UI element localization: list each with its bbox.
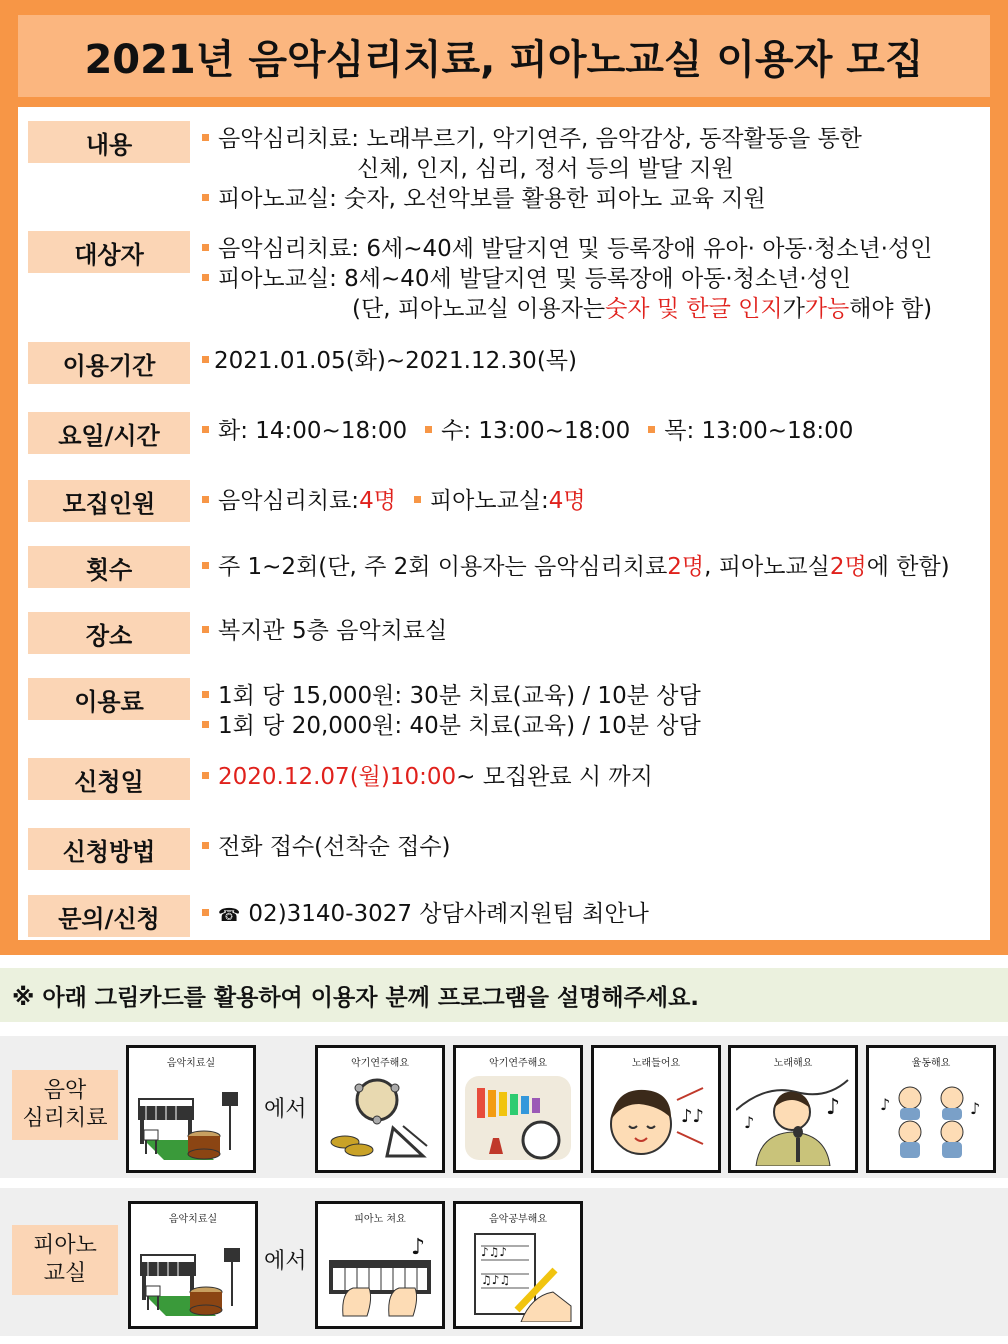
card-instrument-1: 악기연주해요 [315, 1045, 445, 1173]
svg-text:♪: ♪ [880, 1095, 891, 1114]
svg-text:♪♫♪: ♪♫♪ [481, 1245, 508, 1259]
label-method: 신청방법 [28, 828, 190, 870]
card-play-piano: 피아노 쳐요 ♪ [315, 1201, 445, 1329]
row-recruit: 모집인원 음악심리치료: 4명 피아노교실: 4명 [28, 480, 586, 522]
tambourine-icon [323, 1070, 437, 1166]
bullet-icon [202, 134, 209, 141]
label-fee: 이용료 [28, 678, 190, 720]
bullet-icon [202, 842, 209, 849]
fee-line-2: 1회 당 20,000원: 40분 치료(교육) / 10분 상담 [218, 713, 701, 739]
place-text: 복지관 5층 음악치료실 [218, 618, 448, 644]
recruit-piano-count: 4명 [548, 488, 586, 514]
svg-text:♪: ♪ [744, 1113, 755, 1132]
piano-keys-icon [323, 1226, 437, 1322]
svg-text:♪♪: ♪♪ [681, 1106, 704, 1127]
label-schedule: 요일/시간 [28, 412, 190, 454]
bullet-icon [414, 496, 421, 503]
xylophone-icon [461, 1070, 575, 1166]
row-contact [28, 895, 649, 937]
music-band-label: 음악 심리치료 [12, 1070, 118, 1140]
content-text: 음악심리치료: 노래부르기, 악기연주, 음악감상, 동작활동을 통한 신체, 인지, 심리, 정서 등의 발달 지원 피아노교실: 숫자, 오선악보를 활용한 피아노 교육 지원 [202, 121, 862, 214]
card-instrument-2: 악기연주해요 [453, 1045, 583, 1173]
label-count: 횟수 [28, 546, 190, 588]
card-sing: 노래해요 ♪ ♪ [728, 1045, 858, 1173]
row-place [28, 612, 447, 654]
bullet-icon [202, 274, 209, 281]
music-eseo-text: 에서 [264, 1097, 307, 1122]
target-text: 음악심리치료: 6세~40세 발달지연 및 등록장애 유아· 아동·청소년·성인 피아노교실: 8세~40세 발달지연 및 등록장애 아동·청소년·성인 (단, 피아노교실 이용자는 숫자 및 한글 인지 가 가능 해야 함) [202, 231, 932, 324]
label-recruit: 모집인원 [28, 480, 190, 522]
bullet-icon [202, 496, 209, 503]
apply-date-start: 2020.12.07(월)10:00 [218, 764, 457, 790]
sheet-music-icon [461, 1226, 575, 1322]
row-fee [28, 678, 701, 741]
bullet-icon [202, 909, 209, 916]
bullet-icon [202, 626, 209, 633]
card-dance: 율동해요 ♪ ♪ [866, 1045, 996, 1173]
schedule-wed: 수: 13:00~18:00 [441, 418, 631, 444]
page-title: 2021년 음악심리치료, 피아노교실 이용자 모집 [84, 36, 924, 83]
label-content: 내용 [28, 121, 190, 163]
bullet-icon [202, 194, 209, 201]
bullet-icon [202, 772, 209, 779]
bullet-icon [202, 691, 209, 698]
schedule-tue: 화: 14:00~18:00 [218, 418, 408, 444]
label-target: 대상자 [28, 231, 190, 273]
bullet-icon [202, 356, 209, 363]
method-text: 전화 접수(선착순 접수) [218, 834, 451, 860]
svg-text:♪: ♪ [970, 1099, 981, 1118]
piano-eseo-text: 에서 [264, 1249, 307, 1274]
row-content [28, 121, 862, 214]
contact-text: 02)3140-3027 상담사례지원팀 최안나 [248, 901, 649, 927]
phone-icon: ☎ [218, 905, 241, 926]
label-place: 장소 [28, 612, 190, 654]
singing-icon [736, 1070, 850, 1166]
bullet-icon [202, 244, 209, 251]
music-room-icon [134, 1070, 248, 1166]
row-period [28, 342, 577, 384]
row-count: 횟수 주 1~2회(단, 주 2회 이용자는 음악심리치료 2명 , 피아노교실 2명 에 한함) [28, 546, 950, 588]
bullet-icon [648, 426, 655, 433]
period-text: 2021.01.05(화)~2021.12.30(목) [214, 348, 577, 374]
music-room-icon [136, 1226, 250, 1322]
row-schedule [28, 412, 853, 454]
label-contact: 문의/신청 [28, 895, 190, 937]
card-piano-room: 음악치료실 [128, 1201, 258, 1329]
label-period: 이용기간 [28, 342, 190, 384]
bullet-icon [425, 426, 432, 433]
svg-text:♪: ♪ [411, 1235, 426, 1260]
label-apply-date: 신청일 [28, 758, 190, 800]
svg-text:♫♪♫: ♫♪♫ [481, 1273, 511, 1287]
listening-face-icon [599, 1070, 713, 1166]
fee-line-1: 1회 당 15,000원: 30분 치료(교육) / 10분 상담 [218, 683, 701, 709]
card-study-music: 음악공부해요 ♪♫♪ ♫♪♫ [453, 1201, 583, 1329]
instruction-note: ※ 아래 그림카드를 활용하여 이용자 분께 프로그램을 설명해주세요. [0, 968, 1008, 1022]
row-target [28, 231, 932, 324]
piano-band-label: 피아노 교실 [12, 1225, 118, 1295]
recruit-music-count: 4명 [359, 488, 396, 514]
card-listen-song: 노래들어요 ♪♪ [591, 1045, 721, 1173]
bullet-icon [202, 426, 209, 433]
title-bar [18, 15, 990, 97]
svg-text:♪: ♪ [826, 1095, 841, 1120]
card-music-room: 음악치료실 [126, 1045, 256, 1173]
row-method [28, 828, 451, 870]
bullet-icon [202, 562, 209, 569]
bullet-icon [202, 721, 209, 728]
row-apply-date: 신청일 2020.12.07(월)10:00 ~ 모집완료 시 까지 [28, 758, 653, 800]
dancing-kids-icon [874, 1070, 988, 1166]
schedule-thu: 목: 13:00~18:00 [664, 418, 854, 444]
